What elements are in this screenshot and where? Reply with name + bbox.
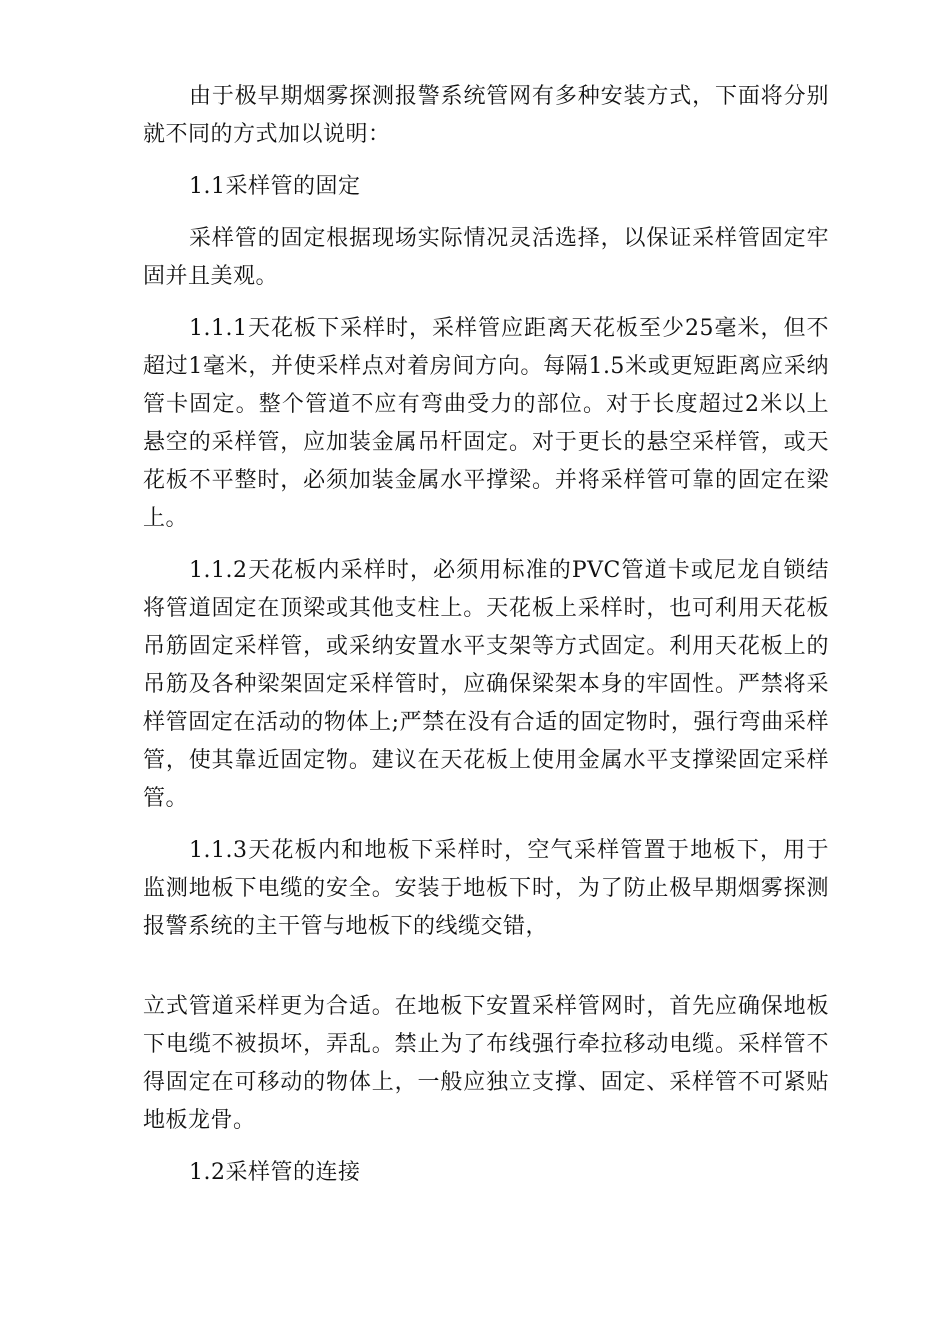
document-page <box>143 78 829 1192</box>
section-heading-1-2: 1.2采样管的连接 <box>189 1160 361 1185</box>
spacer <box>143 296 829 310</box>
section-1-1-1-paragraph: 1.1.1天花板下采样时，采样管应距离天花板至少25毫米，但不超过1毫米，并使采样点对着房间方向。每隔1.5米或更短距离应采纳管卡固定。整个管道不应有弯曲受力的部位。对于长度超过2米以上悬空的采样管，应加装金属吊杆固定。对于更长的悬空采样管，或天花板不平整时，必须加装金属水平撑梁。并将采样管可靠的固定在梁上。 <box>143 316 829 531</box>
section-heading-1-1: 1.1采样管的固定 <box>189 174 361 199</box>
section-1-1-2-paragraph: 1.1.2天花板内采样时，必须用标准的PVC管道卡或尼龙自锁结将管道固定在顶梁或其他支柱上。天花板上采样时，也可利用天花板吊筋固定采样管，或采纳安置水平支架等方式固定。利用天花板上的吊筋及各种梁架固定采样管时，应确保梁架本身的牢固性。严禁将采样管固定在活动的物体上;严禁在没有合适的固定物时，强行弯曲采样管，使其靠近固定物。建议在天花板上使用金属水平支撑梁固定采样管。 <box>143 558 829 811</box>
intro-paragraph: 由于极早期烟雾探测报警系统管网有多种安装方式，下面将分别就不同的方式加以说明： <box>143 84 829 147</box>
spacer <box>143 946 829 988</box>
spacer <box>143 206 829 220</box>
spacer <box>143 818 829 832</box>
spacer <box>143 538 829 552</box>
spacer <box>143 154 829 168</box>
section-1-1-paragraph: 采样管的固定根据现场实际情况灵活选择，以保证采样管固定牢固并且美观。 <box>143 226 829 289</box>
section-1-1-3-paragraph: 1.1.3天花板内和地板下采样时，空气采样管置于地板下，用于监测地板下电缆的安全。安装于地板下时，为了防止极早期烟雾探测报警系统的主干管与地板下的线缆交错， <box>143 838 829 939</box>
continuation-paragraph: 立式管道采样更为合适。在地板下安置采样管网时，首先应确保地板下电缆不被损坏，弄乱。禁止为了布线强行牵拉移动电缆。采样管不得固定在可移动的物体上，一般应独立支撑、固定、采样管不可紧贴地板龙骨。 <box>143 994 829 1133</box>
spacer <box>143 1140 829 1154</box>
